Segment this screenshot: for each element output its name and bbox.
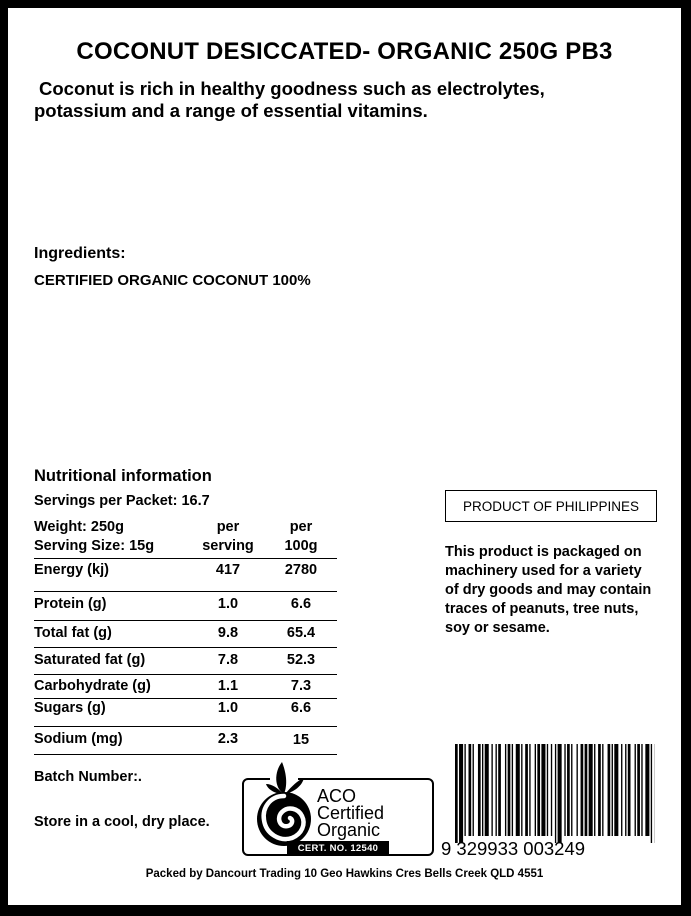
allergen-statement: [445, 543, 660, 638]
country-of-origin: PRODUCT OF PHILIPPINES: [462, 498, 640, 514]
nutrition-row-energy: [34, 558, 337, 591]
allergen-line: traces of peanuts, tree nuts,: [445, 601, 639, 617]
nutrition-header-left: [34, 518, 154, 556]
aco-text: [317, 788, 384, 839]
barcode-bar: [567, 744, 570, 836]
nutrient-name: Protein (g): [34, 596, 107, 612]
allergen-line: soy or sesame.: [445, 620, 550, 636]
barcode-bar: [541, 744, 545, 836]
barcode-bar: [482, 744, 483, 836]
barcode-bar: [516, 744, 520, 836]
barcode-bar: [585, 744, 588, 836]
barcode-bar: [508, 744, 511, 836]
aco-line-1: ACO: [317, 786, 357, 806]
per-serving-header: [194, 518, 262, 556]
barcode-bar: [581, 744, 584, 836]
nutrition-row-carbohydrate: [34, 674, 337, 698]
batch-number: Batch Number:.: [34, 769, 142, 785]
allergen-line: machinery used for a variety: [445, 563, 642, 579]
country-of-origin-box: [445, 490, 657, 522]
product-label: [8, 8, 681, 905]
nutrient-per-serving: 7.8: [217, 652, 239, 668]
per-100g-header-line-1: per: [289, 519, 313, 535]
nutrient-name: Energy (kj): [34, 562, 109, 578]
barcode-bar: [602, 744, 603, 836]
barcode-bar: [612, 744, 613, 836]
storage-instructions: Store in a cool, dry place.: [34, 814, 210, 830]
barcode-bar: [651, 744, 652, 843]
nutrient-per-100g: 52.3: [286, 652, 316, 668]
nutrition-heading: Nutritional information: [34, 467, 212, 485]
nutrition-table-header: [34, 518, 337, 558]
nutrition-row-saturated-fat: [34, 647, 337, 674]
nutrient-name: Sodium (mg): [34, 731, 123, 747]
aco-certified-organic-logo: [242, 778, 434, 856]
description-line-1: Coconut is rich in healthy goodness such as electrolytes,: [39, 78, 545, 99]
product-description: [34, 78, 634, 122]
barcode-bar: [521, 744, 522, 836]
barcode-bar: [537, 744, 540, 836]
nutrition-row-total-fat: [34, 620, 337, 647]
description-line-2: potassium and a range of essential vitamins.: [34, 100, 428, 121]
product-title: COCONUT DESICCATED- ORGANIC 250G PB3: [76, 38, 613, 65]
barcode-bar: [598, 744, 601, 836]
barcode-bar: [637, 744, 640, 836]
per-serving-header-line-2: serving: [202, 538, 254, 554]
barcode-bars: [455, 744, 655, 843]
barcode-bar: [485, 744, 489, 836]
barcode-bar: [473, 744, 474, 836]
nutrient-per-serving: 417: [215, 562, 241, 578]
weight-label: Weight: 250g: [34, 519, 124, 535]
barcode-bar: [498, 744, 501, 836]
aco-line-3: Organic: [317, 820, 381, 840]
barcode-bar: [577, 744, 578, 836]
barcode: [441, 744, 667, 862]
per-100g-header-line-2: 100g: [284, 538, 318, 554]
barcode-bar: [608, 744, 611, 836]
barcode-bar: [547, 744, 548, 836]
allergen-line: of dry goods and may contain: [445, 582, 652, 598]
aco-line-2: Certified: [317, 803, 385, 823]
nutrient-name: Sugars (g): [34, 700, 106, 716]
ingredients-text: CERTIFIED ORGANIC COCONUT 100%: [34, 272, 311, 289]
allergen-line: This product is packaged on: [445, 544, 642, 560]
barcode-bar: [628, 744, 631, 836]
serving-size-label: Serving Size: 15g: [34, 538, 155, 554]
barcode-bar: [555, 744, 556, 843]
nutrition-table: [34, 518, 337, 755]
per-100g-header: [272, 518, 330, 556]
nutrient-per-100g: 6.6: [290, 596, 312, 612]
barcode-bar: [589, 744, 593, 836]
barcode-bar: [525, 744, 528, 836]
barcode-bar: [594, 744, 595, 836]
nutrient-name: Saturated fat (g): [34, 652, 146, 668]
barcode-bar: [641, 744, 642, 836]
nutrient-per-serving: 2.3: [217, 731, 239, 747]
barcode-bar: [455, 744, 458, 843]
barcode-bar: [512, 744, 513, 836]
barcode-bar: [621, 744, 622, 836]
barcode-bar: [635, 744, 636, 836]
barcode-bar: [614, 744, 618, 836]
barcode-number: 9 329933 003249: [441, 838, 586, 859]
aco-bud-icon: [252, 758, 316, 850]
certification-number: CERT. NO. 12540: [287, 841, 389, 856]
barcode-bar: [571, 744, 572, 836]
barcode-bar: [558, 744, 562, 843]
barcode-bar: [496, 744, 497, 836]
nutrient-per-100g: 15: [292, 732, 310, 748]
barcode-bar: [625, 744, 626, 836]
nutrient-per-serving: 1.0: [217, 700, 239, 716]
per-serving-header-line-1: per: [216, 519, 240, 535]
barcode-bar: [529, 744, 530, 836]
servings-per-packet: Servings per Packet: 16.7: [34, 493, 210, 509]
nutrient-per-serving: 9.8: [217, 625, 239, 641]
nutrition-row-sodium: [34, 726, 337, 754]
barcode-bar: [491, 744, 492, 836]
barcode-bar: [459, 744, 463, 843]
nutrient-per-100g: 6.6: [290, 700, 312, 716]
barcode-bar: [469, 744, 472, 836]
nutrient-per-serving: 1.0: [217, 596, 239, 612]
ingredients-heading: Ingredients:: [34, 245, 126, 262]
nutrient-per-100g: 65.4: [286, 625, 316, 641]
barcode-bar: [645, 744, 649, 836]
nutrition-table-bottom-rule: [34, 754, 337, 755]
barcode-bar: [564, 744, 565, 836]
barcode-bar: [551, 744, 552, 836]
nutrient-per-100g: 7.3: [290, 678, 312, 694]
packer-address: Packed by Dancourt Trading 10 Geo Hawkins Cres Bells Creek QLD 4551: [145, 868, 544, 880]
barcode-bar: [535, 744, 536, 836]
nutrient-name: Total fat (g): [34, 625, 112, 641]
nutrient-per-serving: 1.1: [217, 678, 239, 694]
nutrient-per-100g: 2780: [284, 562, 318, 578]
barcode-bar: [478, 744, 481, 836]
barcode-bar: [464, 744, 465, 836]
barcode-bar: [505, 744, 506, 836]
nutrition-row-sugars: [34, 698, 337, 726]
nutrition-row-protein: [34, 591, 337, 620]
nutrient-name: Carbohydrate (g): [34, 678, 151, 694]
